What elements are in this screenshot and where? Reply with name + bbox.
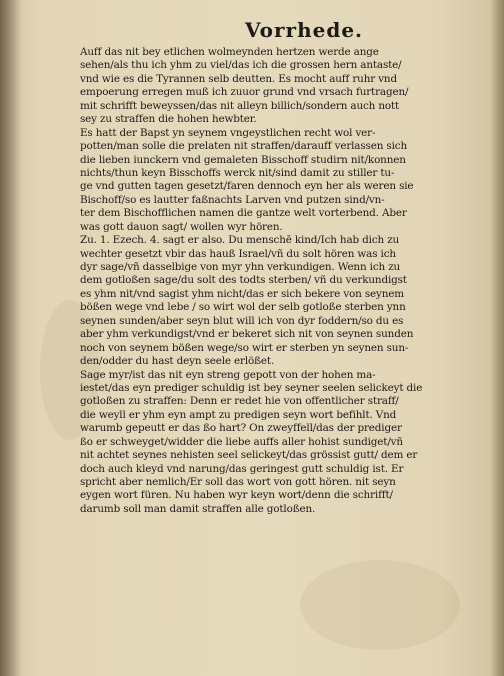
text-line: nichts/thun keyn Bisschoffs werck nit/sind damit zu stiller tu-	[80, 166, 395, 179]
text-line: die weyll er yhm eyn ampt zu predigen seyn wort befihlt. Vnd	[80, 408, 397, 421]
text-line: sehen/als thu ich yhm zu viel/das ich die grossen hern antaste/	[80, 59, 402, 72]
text-line: dyr sage/vñ dasselbige von myr yhn verkundigen. Wenn ich zu	[80, 261, 401, 273]
text-line: bößen wege vnd lebe / so wirt wol der selb gotloße sterben ynn	[80, 301, 406, 314]
text-line: mit schrifft beweyssen/das nit alleyn billich/sondern auch nott	[80, 99, 400, 112]
page-heading: Vorrhede.	[244, 18, 364, 42]
text-line: iestet/das eyn prediger schuldig ist bey seyner seelen selickeyt die	[80, 381, 423, 394]
text-line: gotloßen zu straffen: Denn er redet hie von offentlicher straff/	[80, 395, 399, 408]
text-line: vnd wie es die Tyrannen selb deutten. Es mocht auff ruhr vnd	[80, 72, 397, 85]
text-line: warumb gepeutt er das ßo hart? On zweyffell/das der prediger	[80, 422, 402, 435]
text-line: Bischoff/so es lautter faßnachts Larven vnd putzen sind/vn-	[80, 193, 385, 206]
text-line: es yhm nit/vnd sagist yhm nicht/das er sich bekere von seynem	[80, 287, 404, 300]
text-line: die lieben iunckern vnd gemaleten Bisschoff studirn nit/konnen	[80, 153, 406, 166]
text-line: darumb soll man damit straffen alle gotloßen.	[80, 502, 316, 515]
text-line: ge vnd gutten tagen gesetzt/faren dennoch eyn her als weren sie	[80, 180, 414, 193]
text-line: Zu. 1. Ezech. 4. sagt er also. Du menschē kind/Ich hab dich zu	[80, 234, 400, 247]
text-line: nit achtet seynes nehisten seel selickeyt/das grössist gutt/ dem er	[80, 449, 418, 462]
text-line: den/odder du hast deyn seele erlößet.	[80, 355, 275, 368]
text-block	[80, 18, 468, 516]
text-line: wechter gesetzt vbir das hauß Israel/vñ du solt hören was ich	[80, 247, 396, 260]
text-line: seynen sunden/aber seyn blut will ich von dyr foddern/so du es	[80, 314, 404, 327]
paper-stain	[300, 560, 460, 650]
text-line: doch auch kleyd vnd narung/das geringest gutt schuldig ist. Er	[80, 462, 404, 475]
text-line: ter dem Bischofflichen namen die gantze welt vorterbend. Aber	[80, 207, 407, 220]
text-line: noch von seynem bößen wege/so wirt er sterben yn seynen sun-	[80, 341, 409, 354]
text-line: eygen wort füren. Nu haben wyr keyn wort/denn die schrifft/	[80, 489, 393, 502]
text-line: Es hatt der Bapst yn seynem vngeystlichen recht wol ver-	[80, 126, 376, 139]
text-line: aber yhm verkundigst/vnd er bekeret sich nit von seynen sunden	[80, 328, 414, 341]
text-line: dem gotloßen sage/du solt des todts sterben/ vñ du verkundigst	[80, 274, 407, 287]
text-line: was gott dauon sagt/ wollen wyr hören.	[80, 220, 283, 233]
text-line: spricht aber nemlich/Er soll das wort von gott hören. nit seyn	[80, 476, 396, 488]
text-line: empoerung erregen muß ich zuuor grund vnd vrsach furtragen/	[80, 86, 409, 99]
text-line: potten/man solle die prelaten nit straffen/darauff verlassen sich	[80, 140, 407, 153]
text-line: ßo er schweyget/widder die liebe auffs aller hohist sundiget/vñ	[80, 435, 403, 448]
text-line: sey zu straffen die hohen hewbter.	[80, 113, 257, 126]
text-line: Auff das nit bey etlichen wolmeynden hertzen werde ange	[80, 46, 379, 58]
page-edge	[490, 0, 504, 676]
text-line: Sage myr/ist das nit eyn streng gepott von der hohen ma-	[80, 368, 376, 381]
gutter-shadow	[0, 0, 22, 676]
